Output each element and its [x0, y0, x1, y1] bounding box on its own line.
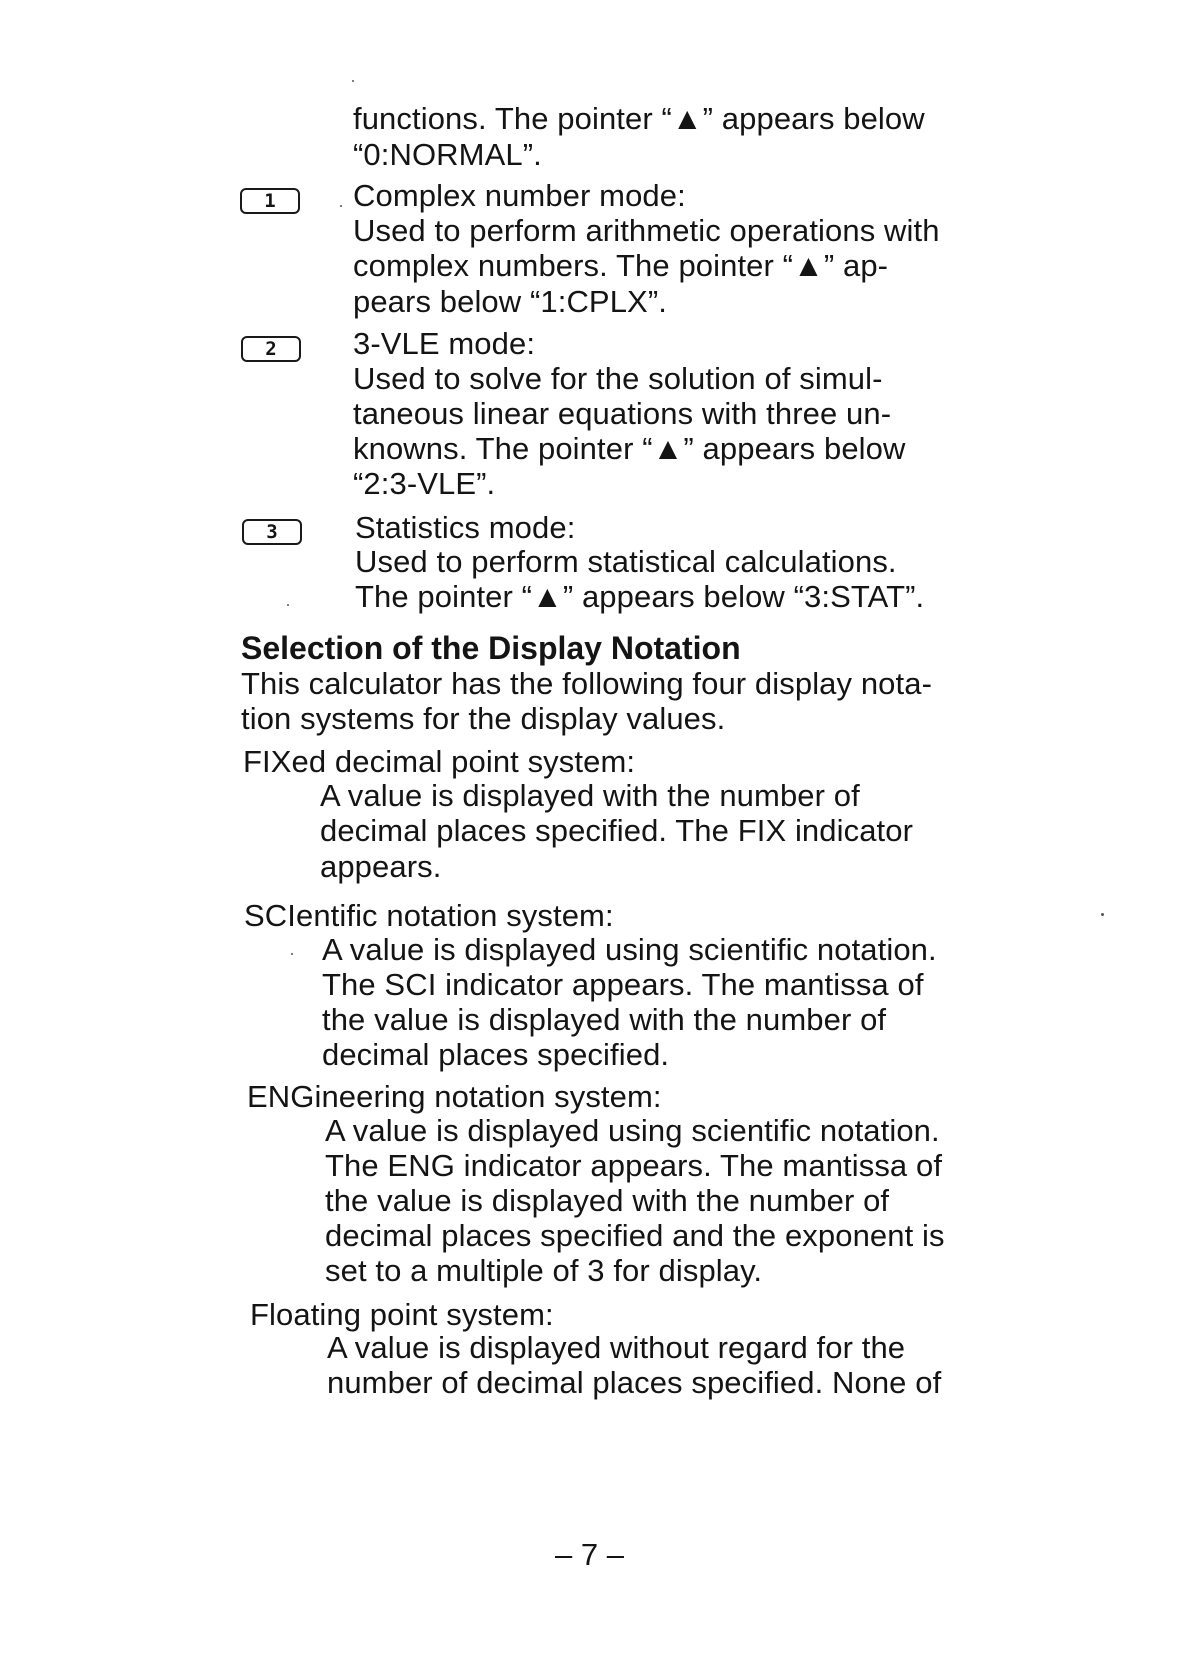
eng-line-5: set to a multiple of 3 for display. [325, 1253, 763, 1288]
mode-1-line-3: pears below “1:CPLX”. [353, 284, 667, 319]
fix-line-2: decimal places specified. The FIX indicator [320, 813, 914, 848]
fix-title: FIXed decimal point system: [243, 744, 636, 779]
scan-speck [291, 953, 293, 955]
mode-3-title: Statistics mode: [355, 510, 576, 545]
display-intro-line-1: This calculator has the following four display nota- [241, 666, 932, 701]
eng-title: ENGineering notation system: [247, 1079, 662, 1114]
sci-title: SCIentific notation system: [244, 898, 614, 933]
float-line-2: number of decimal places specified. None of [327, 1365, 942, 1400]
sci-line-2: The SCI indicator appears. The mantissa of [322, 967, 924, 1002]
key-1-icon: 1 [240, 188, 300, 214]
eng-line-2: The ENG indicator appears. The mantissa of [325, 1148, 943, 1183]
scan-speck [352, 80, 354, 82]
sci-line-4: decimal places specified. [322, 1037, 670, 1072]
intro-line-2: “0:NORMAL”. [353, 137, 542, 172]
mode-3-line-1: Used to perform statistical calculations. [355, 544, 897, 579]
mode-1-line-2: complex numbers. The pointer “▲” ap- [353, 248, 889, 283]
display-intro-line-2: tion systems for the display values. [241, 701, 726, 736]
scan-speck [287, 604, 289, 606]
intro-line-1: functions. The pointer “▲” appears below [353, 101, 925, 136]
mode-2-line-4: “2:3-VLE”. [353, 466, 496, 501]
fix-line-3: appears. [320, 849, 442, 884]
float-title: Floating point system: [250, 1297, 554, 1332]
sci-line-3: the value is displayed with the number of [322, 1002, 887, 1037]
scan-speck [1101, 913, 1104, 916]
mode-1-line-1: Used to perform arithmetic operations with [353, 213, 940, 248]
float-line-1: A value is displayed without regard for the [327, 1330, 906, 1365]
sci-line-1: A value is displayed using scientific notation. [322, 932, 937, 967]
section-heading: Selection of the Display Notation [241, 630, 741, 666]
key-3-icon: 3 [242, 519, 302, 545]
eng-line-1: A value is displayed using scientific notation. [325, 1113, 940, 1148]
key-2-icon: 2 [241, 336, 301, 362]
mode-1-title: Complex number mode: [353, 178, 686, 213]
mode-3-line-2: The pointer “▲” appears below “3:STAT”. [355, 579, 925, 614]
mode-2-line-3: knowns. The pointer “▲” appears below [353, 431, 906, 466]
scan-speck [340, 205, 342, 207]
eng-line-3: the value is displayed with the number of [325, 1183, 890, 1218]
fix-line-1: A value is displayed with the number of [320, 778, 860, 813]
eng-line-4: decimal places specified and the exponent is [325, 1218, 945, 1253]
page-number: – 7 – [555, 1537, 624, 1572]
mode-2-line-1: Used to solve for the solution of simul- [353, 361, 883, 396]
mode-2-title: 3-VLE mode: [353, 326, 536, 361]
mode-2-line-2: taneous linear equations with three un- [353, 396, 892, 431]
